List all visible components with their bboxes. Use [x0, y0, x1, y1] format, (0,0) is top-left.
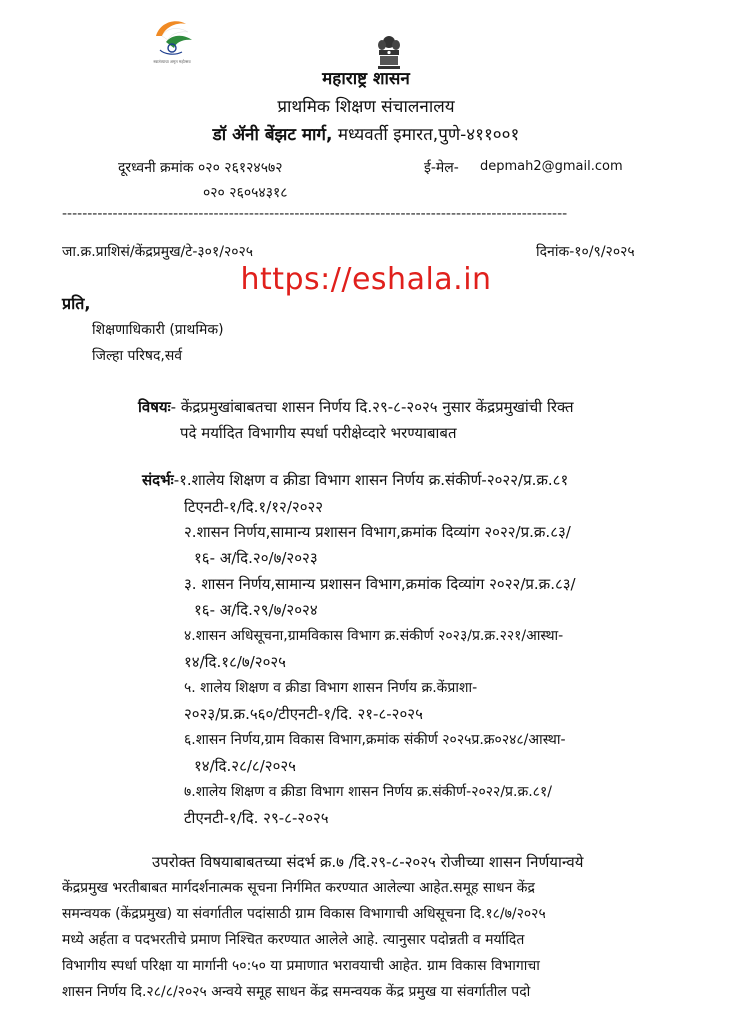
recipient-line-2: जिल्हा परिषद,सर्व [92, 348, 183, 364]
subject-line-2: पदे मर्यादित विभागीय स्पर्धा परीक्षेव्दारे भरण्याबाबत [180, 424, 457, 442]
subject-line-1 [138, 397, 574, 417]
amrit-mahotsav-emblem-icon [142, 14, 202, 58]
reference-line-5: ३. शासन निर्णय,सामान्य प्रशासन विभाग,क्रमांक दिव्यांग २०२२/प्र.क्र.८३/ [184, 575, 576, 593]
reference-number: जा.क्र.प्राशिसं/केंद्रप्रमुख/टे-३०१/२०२५ [62, 244, 254, 260]
subject-label: विषयः [138, 398, 171, 416]
reference-line-1 [142, 470, 568, 490]
reference-line-2: टिएनटी-१/दि.१/१२/२०२२ [184, 498, 324, 516]
reference-line-3: २.शासन निर्णय,सामान्य प्रशासन विभाग,क्रमांक दिव्यांग २०२२/प्र.क्र.८३/ [184, 523, 571, 541]
government-title: महाराष्ट्र शासन [322, 69, 410, 89]
recipient-label: प्रति, [62, 294, 91, 313]
reference-line-6: १६- अ/दि.२९/७/२०२४ [194, 601, 318, 619]
body-line-3: समन्वयक (केंद्रप्रमुख) या संवर्गातील पदांसाठी ग्राम विकास विभागाची अधिसूचना दि.१८/७/२०२५ [62, 906, 546, 922]
reference-line-4: १६- अ/दि.२०/७/२०२३ [194, 549, 318, 567]
recipient-line-1: शिक्षणाधिकारी (प्राथमिक) [92, 322, 224, 338]
address-road: डॉ ॲनी बेंझट मार्ग, [212, 125, 333, 145]
reference-line-14: टीएनटी-१/दि. २९-८-२०२५ [184, 809, 329, 827]
email-address[interactable]: depmah2@gmail.com [480, 159, 623, 174]
references-label: संदर्भः [142, 471, 174, 489]
office-address [0, 122, 732, 145]
body-line-6: शासन निर्णय दि.२८/८/२०२५ अन्वये समूह साधन केंद्र समन्वयक केंद्र प्रमुख या संवर्गातील पदो [62, 984, 531, 1000]
body-line-2: केंद्रप्रमुख भरतीबाबत मार्गदर्शनात्मक सूचना निर्गमित करण्यात आलेल्या आहेत.समूह साधन केंद्र [62, 880, 535, 896]
header-divider: ---------------------------------------------------------------------------------------------------- [62, 206, 568, 222]
address-rest: मध्यवर्ती इमारत,पुणे-४११००१ [332, 125, 520, 145]
azadi-amrit-mahotsav-logo [134, 14, 210, 74]
body-line-1: उपरोक्त विषयाबाबतच्या संदर्भ क्र.७ /दि.२९-८-२०२५ रोजीच्या शासन निर्णयान्वये [152, 853, 584, 871]
email-label: ई-मेल- [424, 160, 459, 176]
website-watermark: https://eshala.in [240, 262, 492, 297]
phone-number-2: ०२० २६०५४३१८ [203, 185, 288, 201]
reference-line-13: ७.शालेय शिक्षण व क्रीडा विभाग शासन निर्णय क्र.संकीर्ण-२०२२/प्र.क्र.८१/ [184, 784, 552, 800]
office-title: प्राथमिक शिक्षण संचालनालय [277, 97, 455, 117]
reference-line-10: २०२३/प्र.क्र.५६०/टीएनटी-१/दि. २१-८-२०२५ [184, 705, 423, 723]
reference-line-7: ४.शासन अधिसूचना,ग्रामविकास विभाग क्र.संकीर्ण २०२३/प्र.क्र.२२१/आस्था- [184, 628, 564, 644]
body-line-5: विभागीय स्पर्धा परिक्षा या मार्गानी ५०:५० या प्रमाणात भरावयाची आहेत. ग्राम विकास विभागाचा [62, 958, 540, 974]
reference-line-12: १४/दि.२८/८/२०२५ [194, 757, 296, 775]
body-line-4: मध्ये अर्हता व पदभरतीचे प्रमाण निश्चित करण्यात आलेले आहे. त्यानुसार पदोन्नती व मर्यादित [62, 932, 525, 948]
reference-text-1: -१.शालेय शिक्षण व क्रीडा विभाग शासन निर्णय क्र.संकीर्ण-२०२२/प्र.क्र.८१ [173, 471, 569, 489]
reference-line-8: १४/दि.१८/७/२०२५ [184, 653, 286, 671]
letter-date: दिनांक-१०/९/२०२५ [536, 244, 635, 260]
logo-tagline: स्वातंत्र्याचा अमृत महोत्सव [153, 59, 191, 64]
reference-line-9: ५. शालेय शिक्षण व क्रीडा विभाग शासन निर्णय क्र.केंप्राशा- [184, 680, 478, 696]
subject-text-1: - केंद्रप्रमुखांबाबतचा शासन निर्णय दि.२९-८-२०२५ नुसार केंद्रप्रमुखांची रिक्त [170, 398, 574, 416]
phone-number-1: दूरध्वनी क्रमांक ०२० २६१२४५७२ [118, 160, 283, 176]
reference-line-11: ६.शासन निर्णय,ग्राम विकास विभाग,क्रमांक संकीर्ण २०२५प्र.क्र०२४८/आस्था- [184, 732, 566, 748]
